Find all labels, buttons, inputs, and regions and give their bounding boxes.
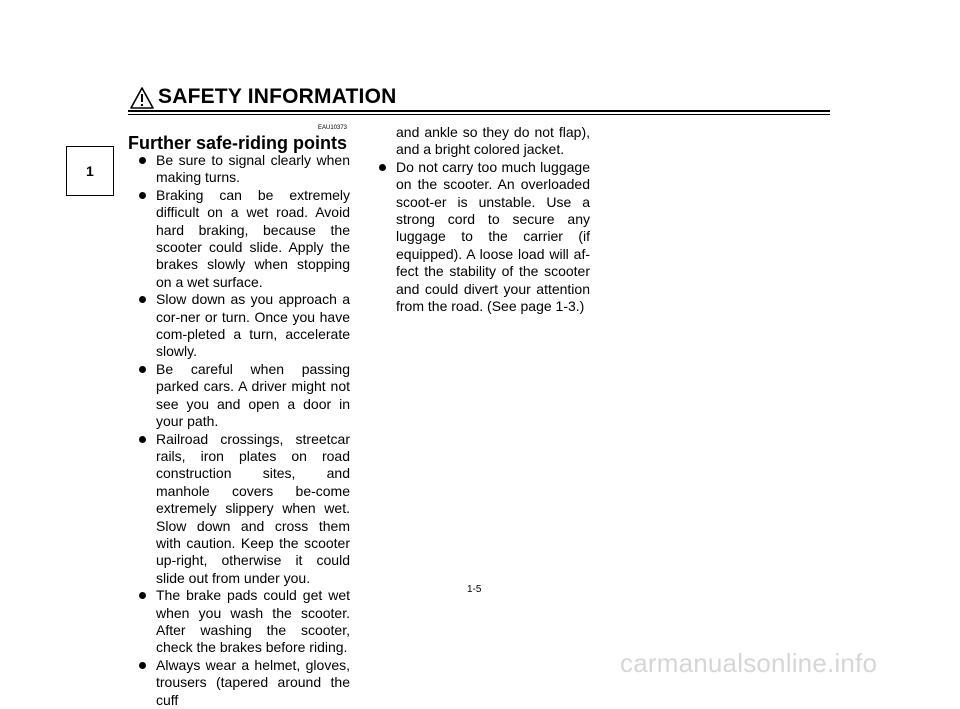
list-item-text: Be careful when passing parked cars. A driver might not see you and open a door in your path. bbox=[156, 360, 350, 430]
watermark: carmanualsonline.info bbox=[620, 648, 878, 678]
bullet-icon bbox=[139, 592, 146, 599]
list-item bbox=[138, 152, 350, 187]
list-item-text: The brake pads could get wet when you wash the scooter. After washing the scooter, check the brakes before riding. bbox=[156, 587, 350, 656]
bullet-icon bbox=[139, 157, 146, 164]
header-rule-thin bbox=[128, 114, 830, 115]
list-item bbox=[138, 187, 350, 291]
continued-text: and ankle so they do not flap), and a bright colored jacket. bbox=[396, 124, 590, 158]
bullet-icon bbox=[139, 436, 146, 443]
left-column bbox=[138, 152, 350, 709]
header-title: SAFETY INFORMATION bbox=[158, 85, 397, 108]
list-item bbox=[138, 587, 350, 657]
list-item-text: Always wear a helmet, gloves, trousers (tapered around the cuff bbox=[156, 656, 350, 708]
list-item bbox=[138, 431, 350, 588]
bullet-icon bbox=[139, 192, 146, 199]
list-item-text: Braking can be extremely difficult on a wet road. Avoid hard braking, because the scooter could slide. Apply the brakes slowly when stopping on a wet surface. bbox=[156, 186, 350, 290]
bullet-icon bbox=[379, 164, 386, 171]
list-item-text: Be sure to signal clearly when making turns. bbox=[156, 152, 350, 186]
list-item-text: Railroad crossings, streetcar rails, iron plates on road construction sites, and manhole covers be-come extremely slippery when wet. Slow down and cross them with caution. Keep the scooter up-right, otherwise it could slide out from under you. bbox=[156, 430, 350, 586]
list-item-text: Slow down as you approach a cor-ner or turn. Once you have com-pleted a turn, accelerate slowly. bbox=[156, 291, 350, 360]
right-column bbox=[378, 124, 590, 315]
page-number: 1-5 bbox=[467, 584, 482, 595]
list-item-text: Do not carry too much luggage on the scooter. An overloaded scoot-er is unstable. Use a strong cord to secure any luggage to the carrier (if equipped). A loose load will af-fect the stability of the scooter and could divert your attention from the road. (See page 1-3.) bbox=[396, 158, 590, 315]
section-title: Further safe-riding points bbox=[128, 133, 348, 153]
warning-triangle-icon bbox=[130, 87, 154, 109]
bullet-icon bbox=[139, 662, 146, 669]
list-item bbox=[138, 361, 350, 431]
chapter-number: 1 bbox=[86, 163, 94, 179]
bullet-icon bbox=[139, 366, 146, 373]
header-rule-thick bbox=[128, 110, 830, 112]
list-item bbox=[138, 657, 350, 709]
bullet-icon bbox=[139, 296, 146, 303]
list-item bbox=[378, 159, 590, 316]
chapter-tab bbox=[66, 146, 114, 196]
section-code: EAU10373 bbox=[318, 125, 348, 131]
list-item bbox=[138, 291, 350, 361]
